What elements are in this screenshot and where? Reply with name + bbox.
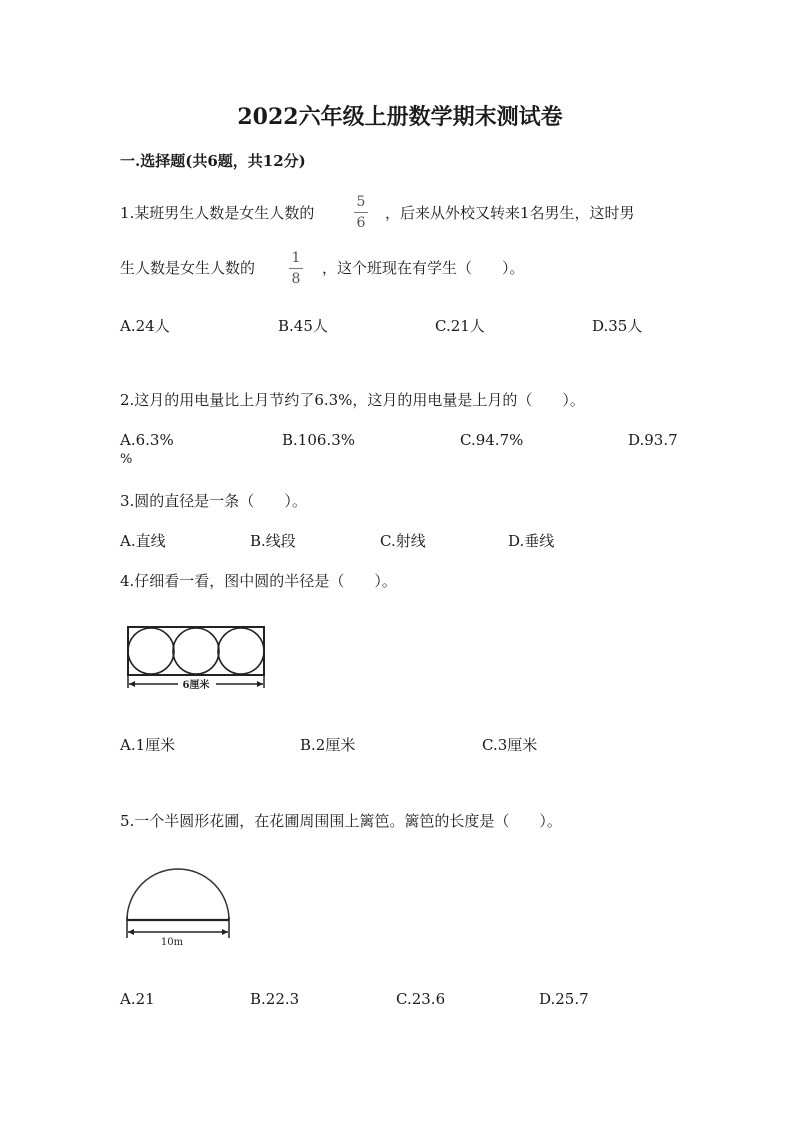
q1-option-d[interactable]: D.35人: [592, 317, 643, 335]
q3-option-d[interactable]: D.垂线: [508, 532, 555, 550]
figure-width-label: 6厘米: [182, 680, 210, 691]
q1-option-c[interactable]: C.21人: [435, 317, 485, 335]
q4-option-a[interactable]: A.1厘米: [120, 736, 176, 754]
q2-text: 2.这月的用电量比上月节约了6.3%，这月的用电量是上月的（ ）。: [120, 391, 585, 409]
q1-fraction-2-denominator: 8: [291, 271, 301, 287]
q2-option-b[interactable]: B.106.3%: [282, 431, 355, 449]
q1-fraction-1-denominator: 6: [356, 215, 366, 231]
q1-fraction-1-numerator: 5: [356, 194, 366, 210]
q4-option-c[interactable]: C.3厘米: [482, 736, 538, 754]
semicircle-figure: [120, 862, 240, 952]
q2-option-c[interactable]: C.94.7%: [460, 431, 524, 449]
q3-option-a[interactable]: A.直线: [120, 532, 166, 550]
q1-line2-start: 生人数是女生人数的: [120, 259, 256, 277]
q5-text: 5.一个半圆形花圃，在花圃周围围上篱笆。篱笆的长度是（ ）。: [120, 812, 562, 830]
q1-line1-start: 1.某班男生人数是女生人数的: [120, 204, 315, 222]
q3-text: 3.圆的直径是一条（ ）。: [120, 492, 307, 510]
section-heading: 一.选择题(共6题，共12分): [120, 152, 306, 170]
q1-fraction-1: [354, 193, 368, 232]
figure-diameter-label: 10m: [160, 937, 184, 948]
q1-option-b[interactable]: B.45人: [278, 317, 328, 335]
q1-option-a[interactable]: A.24人: [120, 317, 170, 335]
q1-fraction-2-numerator: 1: [291, 250, 301, 266]
q1-fraction-2: [289, 249, 303, 288]
q5-option-c[interactable]: C.23.6: [396, 990, 446, 1008]
three-circles-figure: [120, 620, 270, 692]
q3-option-b[interactable]: B.线段: [250, 532, 296, 550]
q3-option-c[interactable]: C.射线: [380, 532, 426, 550]
q5-option-d[interactable]: D.25.7: [539, 990, 589, 1008]
q5-option-a[interactable]: A.21: [120, 990, 155, 1008]
q5-option-b[interactable]: B.22.3: [250, 990, 300, 1008]
q2-option-a[interactable]: A.6.3%: [120, 431, 174, 449]
q2-option-d-wrap: %: [120, 452, 133, 467]
q2-option-d[interactable]: D.93.7: [628, 431, 678, 449]
q4-text: 4.仔细看一看，图中圆的半径是（ ）。: [120, 572, 397, 590]
q1-line1-end: ，后来从外校又转来1名男生，这时男: [385, 204, 635, 222]
q4-option-b[interactable]: B.2厘米: [300, 736, 356, 754]
q1-line2-end: ，这个班现在有学生（ ）。: [322, 259, 525, 277]
page-title: 2022六年级上册数学期末测试卷: [237, 104, 563, 130]
